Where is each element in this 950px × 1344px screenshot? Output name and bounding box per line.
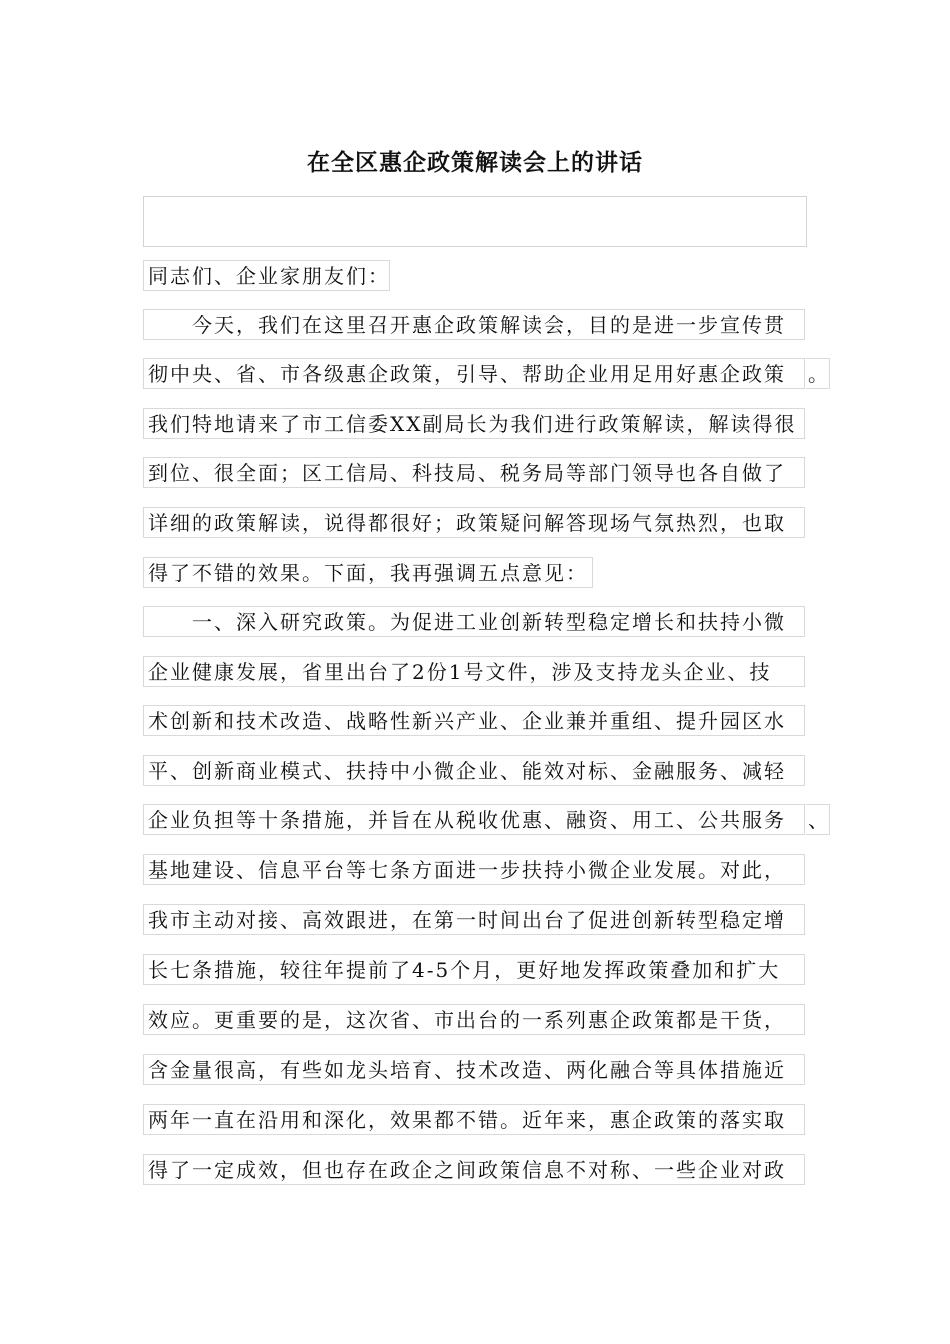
text-line-14: 长七条措施，较往年提前了4-5个月，更好地发挥政策叠加和扩大 — [143, 954, 805, 985]
overflow-comma: 、 — [806, 804, 830, 835]
text-line-10: 平、创新商业模式、扶持中小微企业、能效对标、金融服务、减轻 — [143, 755, 805, 786]
text-line-3: 我们特地请来了市工信委XX副局长为我们进行政策解读，解读得很 — [143, 408, 805, 439]
text-line-18: 得了一定成效，但也存在政企之间政策信息不对称、一些企业对政 — [143, 1154, 805, 1185]
text-line-17: 两年一直在沿用和深化，效果都不错。近年来，惠企政策的落实取 — [143, 1104, 805, 1135]
text-line-1: 今天，我们在这里召开惠企政策解读会，目的是进一步宣传贯 — [143, 309, 805, 340]
overflow-period: 。 — [806, 358, 830, 389]
text-line-15: 效应。更重要的是，这次省、市出台的一系列惠企政策都是干货， — [143, 1004, 805, 1035]
greeting-line: 同志们、企业家朋友们： — [143, 260, 390, 291]
text-line-8: 企业健康发展，省里出台了2份1号文件，涉及支持龙头企业、技 — [143, 656, 805, 687]
text-line-11 — [143, 804, 830, 835]
text-line-2-content: 彻中央、省、市各级惠企政策，引导、帮助企业用足用好惠企政策 — [148, 362, 786, 386]
text-line-16: 含金量很高，有些如龙头培育、技术改造、两化融合等具体措施近 — [143, 1054, 805, 1085]
text-line-4: 到位、很全面；区工信局、科技局、税务局等部门领导也各自做了 — [143, 457, 805, 488]
text-line-11-content: 企业负担等十条措施，并旨在从税收优惠、融资、用工、公共服务 — [148, 808, 786, 832]
text-line-12: 基地建设、信息平台等七条方面进一步扶持小微企业发展。对此， — [143, 854, 805, 885]
text-line-13: 我市主动对接、高效跟进，在第一时间出台了促进创新转型稳定增 — [143, 904, 805, 935]
text-line-9: 术创新和技术改造、战略性新兴产业、企业兼并重组、提升园区水 — [143, 705, 805, 736]
text-line-7: 一、深入研究政策。为促进工业创新转型稳定增长和扶持小微 — [143, 606, 805, 637]
blank-frame — [143, 196, 807, 247]
text-line-2 — [143, 358, 830, 389]
text-line-6: 得了不错的效果。下面，我再强调五点意见： — [143, 557, 593, 588]
document-title: 在全区惠企政策解读会上的讲话 — [307, 149, 643, 176]
text-line-5: 详细的政策解读，说得都很好；政策疑问解答现场气氛热烈，也取 — [143, 507, 805, 538]
